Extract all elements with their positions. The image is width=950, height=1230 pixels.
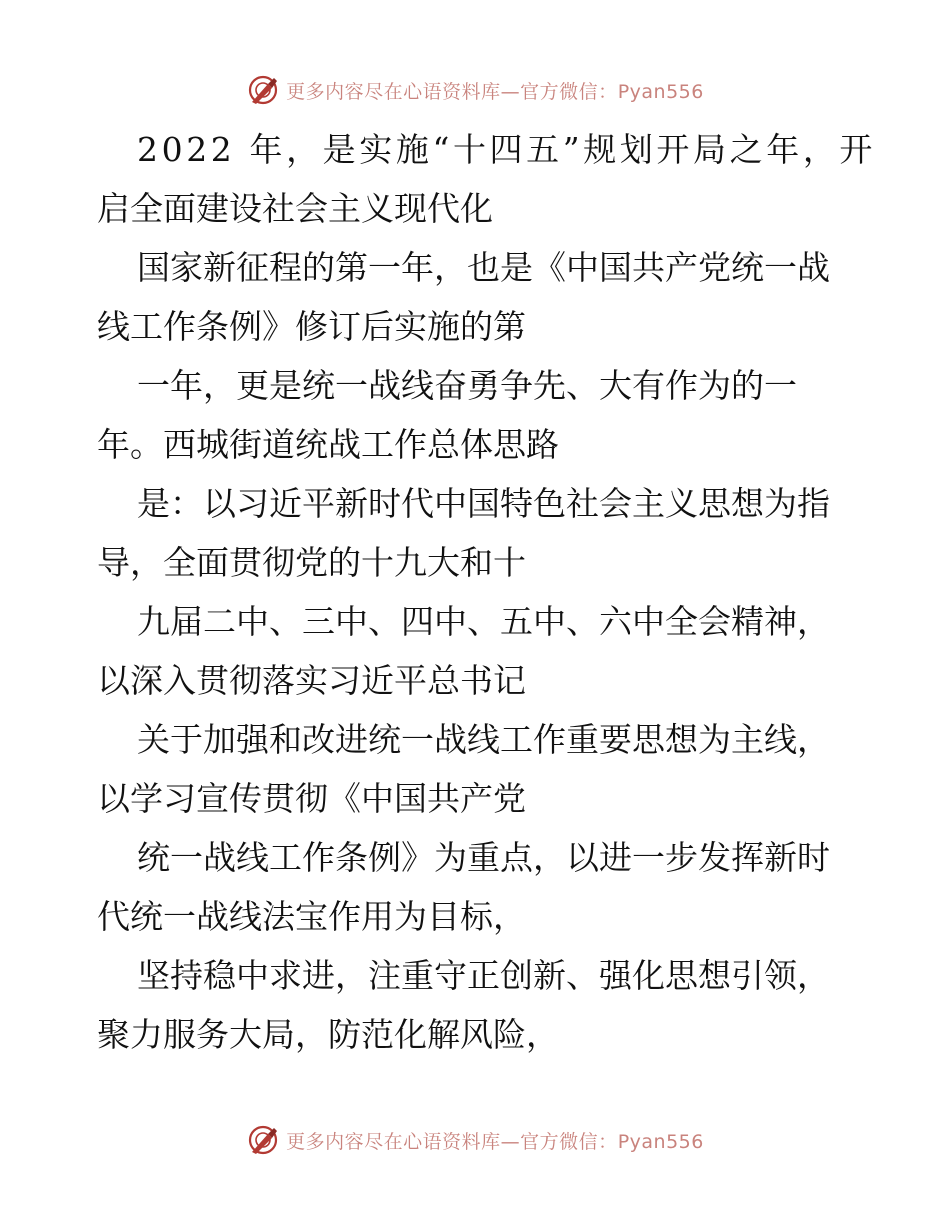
paragraph-line: 一年，更是统一战线奋勇争先、大有作为的一 [137,366,797,405]
watermark-wechat: 官方微信： [520,80,618,103]
paragraph-line: 启全面建设社会主义现代化 [97,189,493,228]
document-body [97,120,877,1064]
watermark-main: 更多内容尽在心语资料库 [286,1130,501,1153]
watermark-id: Pyan556 [617,80,704,103]
paragraph-line: 代统一战线法宝作用为目标， [97,897,526,936]
paragraph-line: 线工作条例》修订后实施的第 [97,307,526,346]
paragraph-line: 以学习宣传贯彻《中国共产党 [97,779,526,818]
watermark-id: Pyan556 [617,1130,704,1153]
watermark-main: 更多内容尽在心语资料库 [286,80,501,103]
watermark-wechat: 官方微信： [520,1130,618,1153]
watermark-text [286,77,704,104]
paragraph-line: 坚持稳中求进，注重守正创新、强化思想引领， [137,956,830,995]
watermark-text [286,1127,704,1154]
paragraph-line: 统一战线工作条例》为重点，以进一步发挥新时 [137,838,830,877]
watermark-dash: — [500,80,521,103]
paragraph-line: 是：以习近平新时代中国特色社会主义思想为指 [137,484,830,523]
paragraph-line: 聚力服务大局，防范化解风险， [97,1015,559,1054]
paragraph-line: 关于加强和改进统一战线工作重要思想为主线， [137,720,830,759]
paragraph-line: 2022 年，是实施“十四五”规划开局之年，开 [137,130,877,169]
pen-logo-icon [246,1122,282,1158]
pen-logo-icon [246,72,282,108]
footer-watermark [0,1118,950,1162]
paragraph-line: 以深入贯彻落实习近平总书记 [97,661,526,700]
watermark-dash: — [500,1130,521,1153]
paragraph-line: 九届二中、三中、四中、五中、六中全会精神， [137,602,830,641]
header-watermark [0,68,950,112]
paragraph-line: 导，全面贯彻党的十九大和十 [97,543,526,582]
paragraph-line: 国家新征程的第一年，也是《中国共产党统一战 [137,248,830,287]
paragraph-line: 年。西城街道统战工作总体思路 [97,425,559,464]
